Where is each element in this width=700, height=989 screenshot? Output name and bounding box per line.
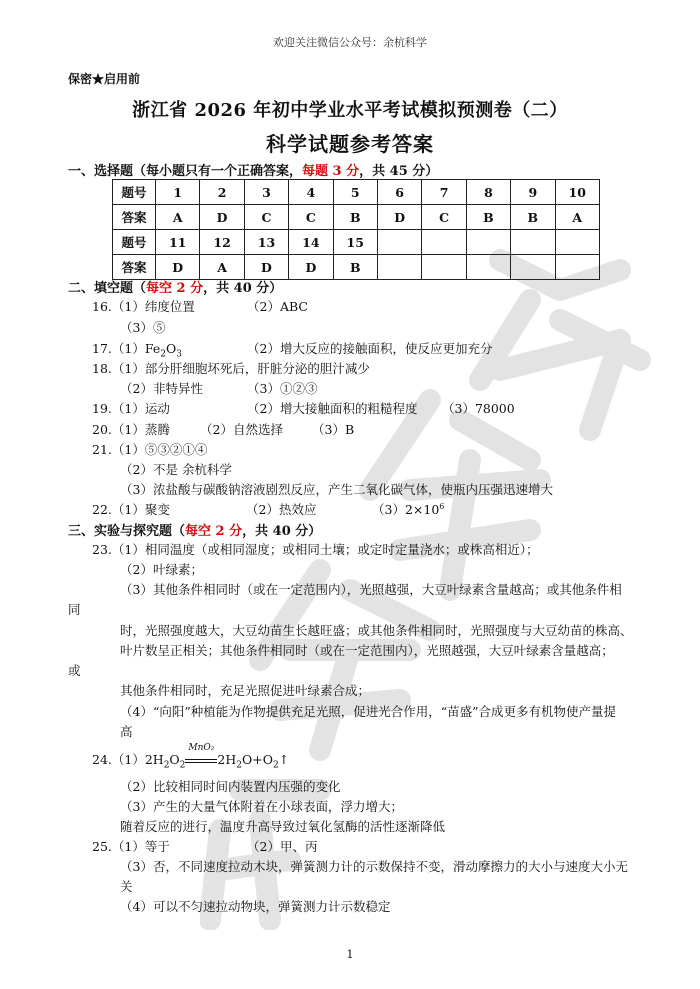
- answer-table-row-label: 答案: [113, 255, 156, 280]
- answer-table-cell: 11: [156, 230, 200, 255]
- answer-table-cell: [377, 255, 421, 280]
- answer-table-cell: C: [289, 205, 333, 230]
- q23-answer-3-line4: 叶片数呈正相关；其他条件相同时（或在一定范围内），光照越强，大豆叶绿素含量越高；: [120, 643, 614, 658]
- q23-answer-3-line2: 同: [68, 602, 81, 617]
- q23-answer-4-line2: 高: [120, 724, 133, 739]
- q23-answer-3-line5: 或: [68, 663, 81, 678]
- answer-table-cell: 14: [289, 230, 333, 255]
- q23-answer-2: （2）叶绿素；: [120, 562, 203, 577]
- answer-table-cell: D: [289, 255, 333, 280]
- q21-answer-2: （2）不是 余杭科学: [120, 462, 232, 477]
- answer-table-cell: B: [333, 205, 377, 230]
- confidential-label: 保密★启用前: [68, 72, 141, 86]
- answer-table-cell: [377, 230, 421, 255]
- q19-answer-2: （2）增大接触面积的粗糙程度: [247, 401, 418, 416]
- answer-table-cell: B: [511, 205, 555, 230]
- answer-table-row-label: 题号: [113, 230, 156, 255]
- q24-answer-1-equation: $24.(1)2H_2O_2$ MnO₂ $2H_2O+O_2↑$: [92, 743, 290, 771]
- q24-answer-2: （2）比较相同时间内装置内压强的变化: [120, 779, 341, 794]
- q16-answer-3: （3）⑤: [120, 320, 166, 335]
- q18-answer-2: （2）非特异性: [120, 381, 203, 396]
- answer-table-cell: A: [156, 205, 200, 230]
- q18-answer-3: （3）①②③: [247, 381, 318, 396]
- answer-table-cell: C: [244, 205, 288, 230]
- q22-answer-3: $(3)2\times 10^6$: [372, 501, 445, 517]
- answer-table-cell: 9: [511, 180, 555, 205]
- answer-table-cell: [422, 255, 466, 280]
- answer-table-cell: C: [422, 205, 466, 230]
- answer-table-cell: 1: [156, 180, 200, 205]
- answer-table-cell: [466, 230, 510, 255]
- q24-answer-3-cont: 随着反应的进行，温度升高导致过氧化氢酶的活性逐渐降低: [120, 819, 446, 834]
- answer-table-cell: [511, 255, 555, 280]
- page-subtitle: 科学试题参考答案: [266, 132, 434, 156]
- page-title: 浙江省 2026 年初中学业水平考试模拟预测卷（二）: [132, 100, 568, 121]
- answer-table-cell: 10: [555, 180, 599, 205]
- q24-answer-3: （3）产生的大量气体附着在小球表面，浮力增大；: [120, 799, 403, 814]
- answer-table-cell: [555, 230, 599, 255]
- q25-answer-1: 25.（1）等于: [92, 839, 170, 854]
- answer-table-row: [113, 230, 600, 255]
- answer-table-row: [113, 255, 600, 280]
- header-note: 欢迎关注微信公众号：余杭科学: [273, 36, 427, 49]
- answer-table-cell: [466, 255, 510, 280]
- answer-table-row-label: 题号: [113, 180, 156, 205]
- q19-answer-1: 19.（1）运动: [92, 401, 170, 416]
- answer-table-cell: D: [377, 205, 421, 230]
- q20-answer-1: 20.（1）蒸腾: [92, 422, 170, 437]
- q25-answer-3-line2: 关: [120, 879, 133, 894]
- answer-table-cell: [422, 230, 466, 255]
- q23-answer-3-line1: （3）其他条件相同时（或在一定范围内），光照越强，大豆叶绿素含量越高；或其他条件相: [120, 582, 622, 597]
- section-heading-choice: 一、选择题（每小题只有一个正确答案，每题 3 分，共 45 分）: [68, 164, 439, 179]
- page-number: 1: [346, 948, 354, 961]
- q22-answer-1: 22.（1）聚变: [92, 502, 170, 517]
- q23-answer-4-line1: （4）“向阳”种植能为作物提供充足光照，促进光合作用，“苗盛”合成更多有机物使产量提: [120, 704, 617, 719]
- answer-table-cell: 2: [200, 180, 244, 205]
- answer-table-cell: A: [200, 255, 244, 280]
- q18-answer-1: 18.（1）部分肝细胞坏死后，肝脏分泌的胆汁减少: [92, 361, 370, 376]
- section-heading-fill: 二、填空题（每空 2 分，共 40 分）: [68, 281, 283, 296]
- answer-table-cell: B: [466, 205, 510, 230]
- answer-table-cell: D: [200, 205, 244, 230]
- q25-answer-4: （4）可以不匀速拉动物块，弹簧测力计示数稳定: [120, 899, 391, 914]
- answer-table-row: [113, 180, 600, 205]
- q23-answer-3-line3: 时，光照强度越大，大豆幼苗生长越旺盛；或其他条件相同时，光照强度与大豆幼苗的株高、: [120, 623, 633, 638]
- answer-table-cell: 7: [422, 180, 466, 205]
- answer-table-cell: 13: [244, 230, 288, 255]
- q20-answer-3: （3）B: [312, 422, 355, 437]
- catalyst-arrow: MnO₂: [185, 752, 217, 767]
- q17-answer-2: （2）增大反应的接触面积，使反应更加充分: [247, 341, 493, 356]
- answer-table-row: [113, 205, 600, 230]
- answer-table-cell: 5: [333, 180, 377, 205]
- answer-table-row-label: 答案: [113, 205, 156, 230]
- q21-answer-3: （3）浓盐酸与碳酸钠溶液剧烈反应，产生二氧化碳气体，使瓶内压强迅速增大: [120, 482, 553, 497]
- answer-table-cell: 15: [333, 230, 377, 255]
- section-heading-experiment: 三、实验与探究题（每空 2 分，共 40 分）: [68, 524, 322, 539]
- answer-table-cell: B: [333, 255, 377, 280]
- answer-table-cell: 4: [289, 180, 333, 205]
- q22-answer-2: （2）热效应: [246, 502, 317, 517]
- answer-table-cell: 8: [466, 180, 510, 205]
- q16-answer-2: （2）ABC: [247, 299, 308, 314]
- answer-table-cell: D: [244, 255, 288, 280]
- q21-answer-1: 21.（1）⑤③②①④: [92, 442, 208, 457]
- answer-table-cell: [511, 230, 555, 255]
- q23-answer-1: 23.（1）相同温度（或相同湿度；或相同土壤；或定时定量浇水；或株高相近）；: [92, 542, 539, 557]
- q20-answer-2: （2）自然选择: [200, 422, 283, 437]
- answer-table-cell: 3: [244, 180, 288, 205]
- choice-answer-table: [112, 179, 600, 280]
- answer-table-cell: 6: [377, 180, 421, 205]
- q16-answer-1: 16.（1）纬度位置: [92, 299, 195, 314]
- answer-table-cell: D: [156, 255, 200, 280]
- q25-answer-2: （2）甲、丙: [247, 839, 318, 854]
- q25-answer-3-line1: （3）否，不同速度拉动木块，弹簧测力计的示数保持不变，滑动摩擦力的大小与速度大小无: [120, 859, 628, 874]
- q17-answer-1: $17.(1)Fe_2O_3$: [92, 341, 182, 360]
- answer-table-cell: [555, 255, 599, 280]
- answer-table-cell: 12: [200, 230, 244, 255]
- answer-table-cell: A: [555, 205, 599, 230]
- q19-answer-3: （3）78000: [442, 401, 515, 416]
- q23-answer-3-line6: 其他条件相同时，充足光照促进叶绿素合成；: [120, 683, 371, 698]
